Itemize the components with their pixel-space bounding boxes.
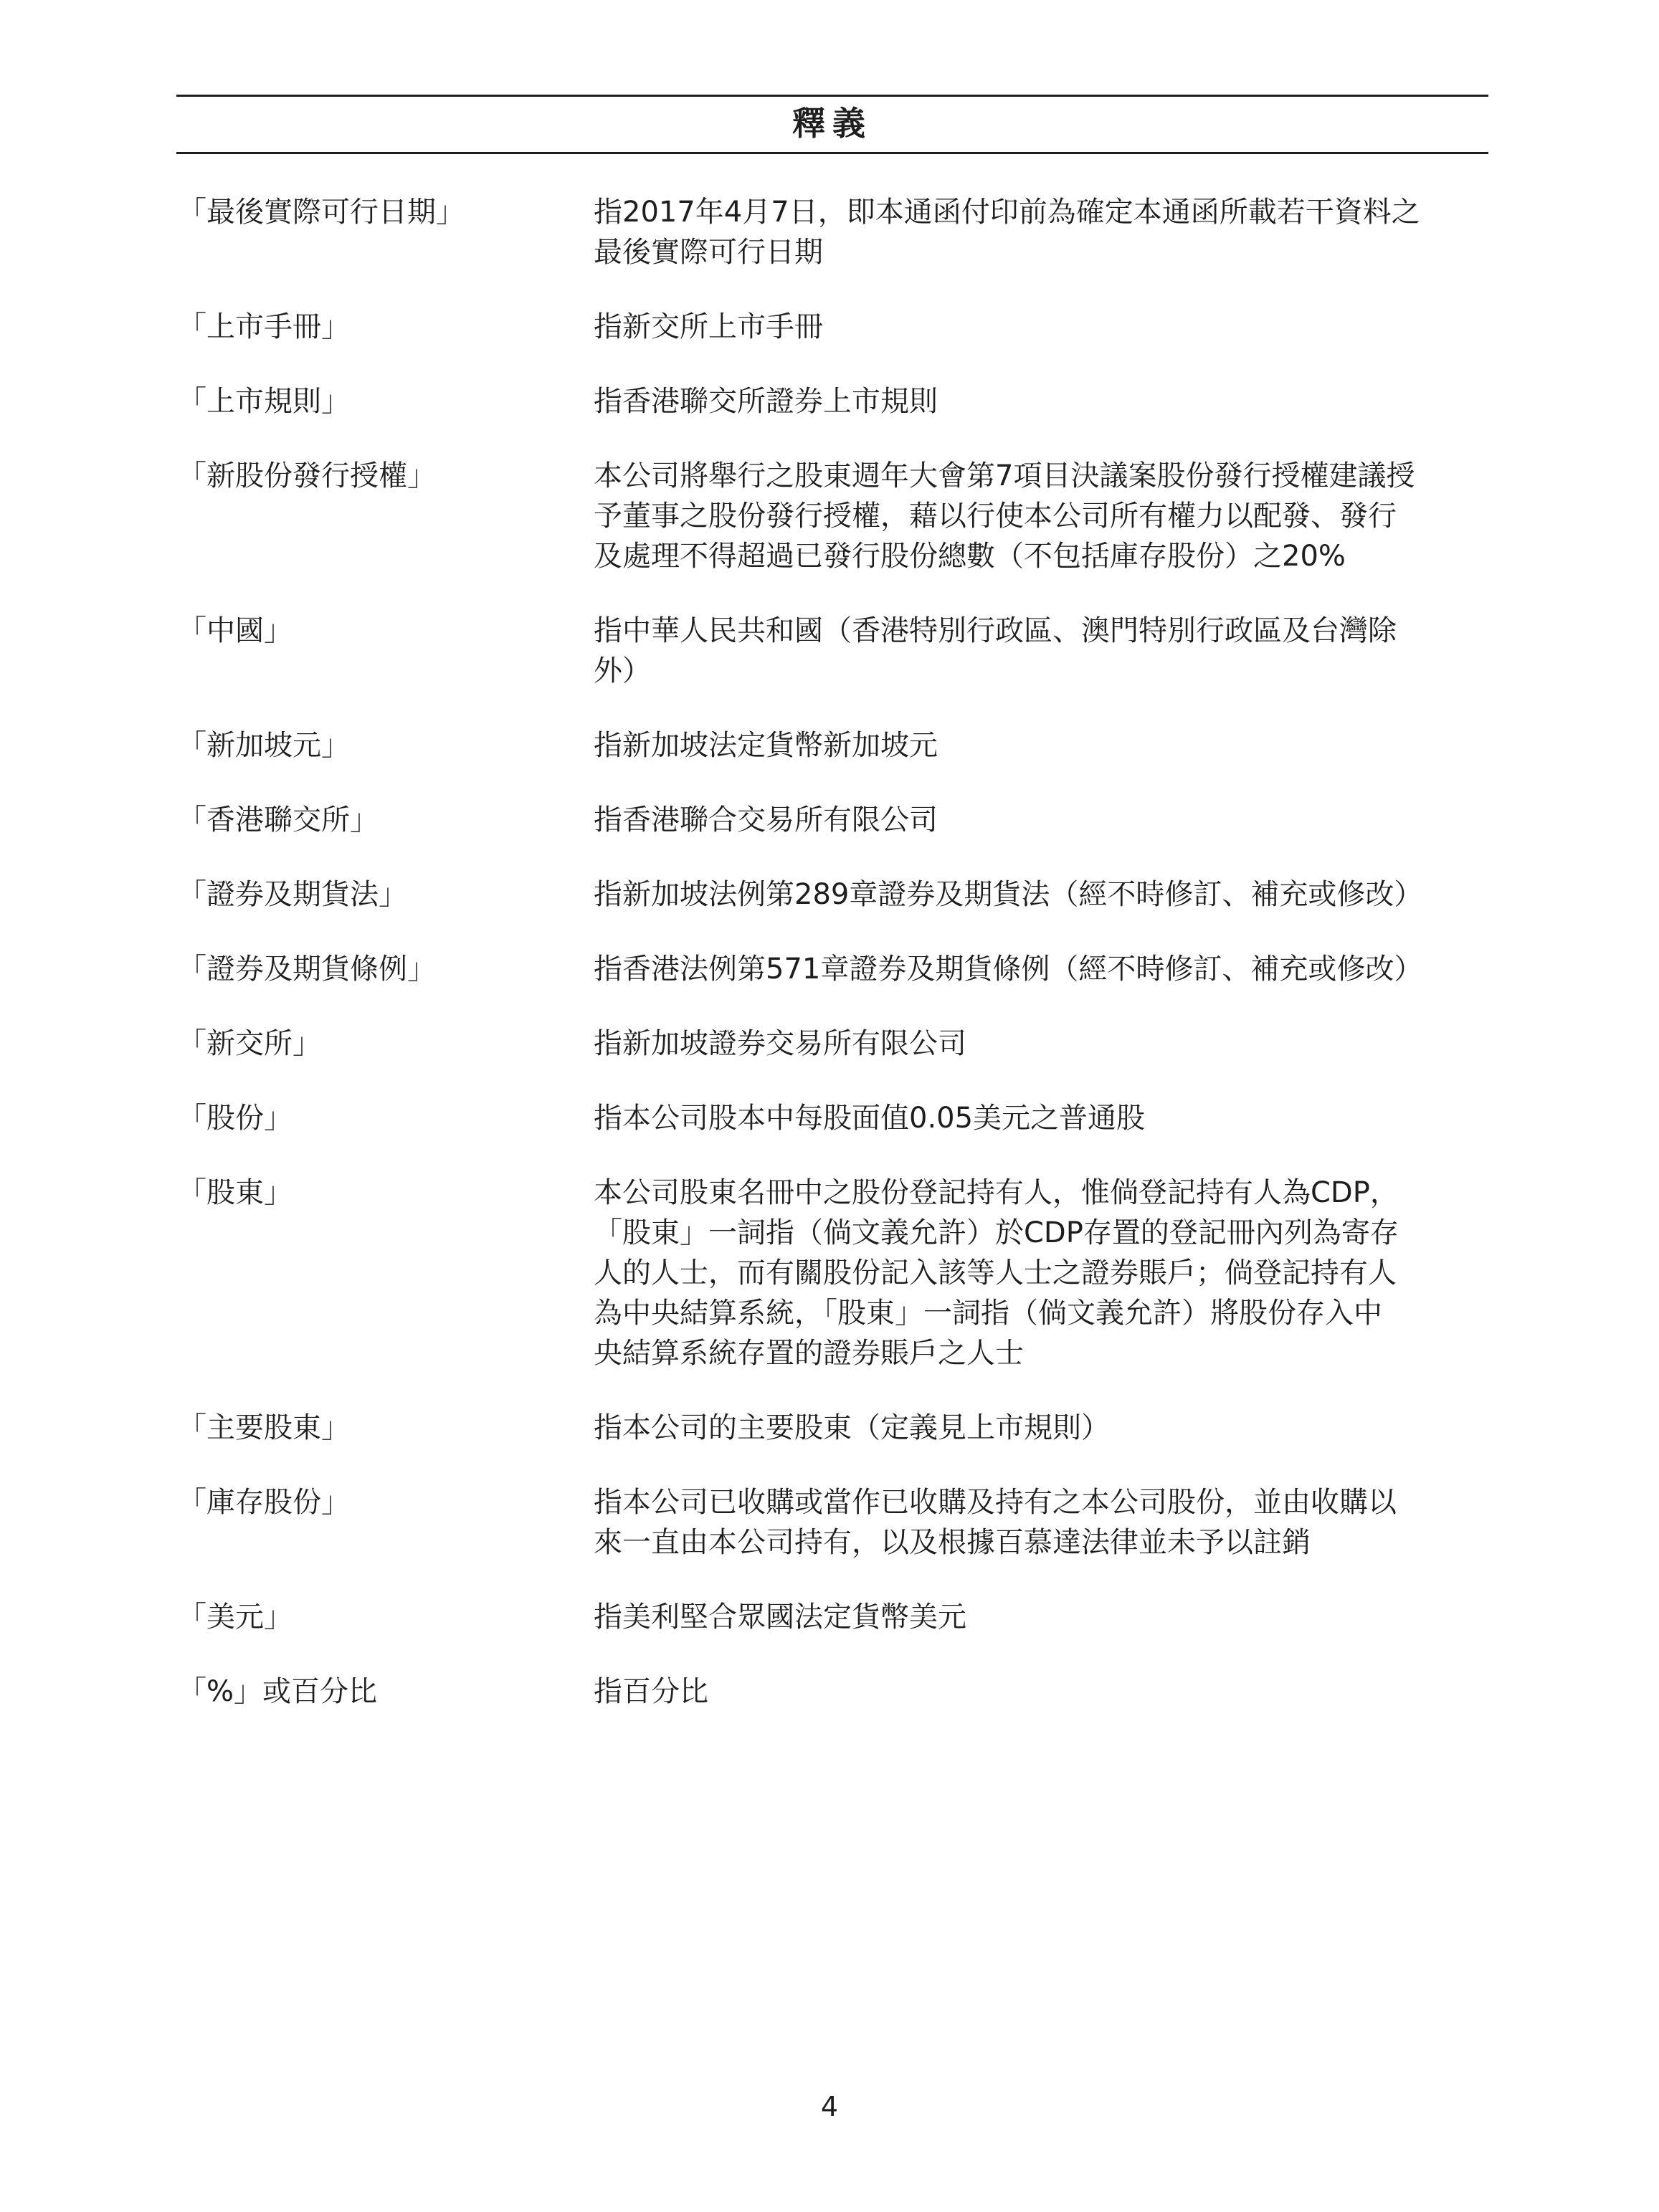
definition-meaning: 本公司將舉行之股東週年大會第7項目決議案股份發行授權建議授 予董事之股份發行授權，藉以行使本公司所有權力以配發、發行 及處理不得超過已發行股份總數（不包括庫存股份）之20% [594, 459, 1415, 573]
definition-entry [178, 1173, 1488, 1373]
definition-term: 「新加坡元」 [178, 729, 350, 762]
definition-entry [178, 1482, 1488, 1563]
definition-meaning: 指美利堅合眾國法定貨幣美元 [594, 1601, 966, 1634]
definition-meaning: 指香港法例第571章證券及期貨條例（經不時修訂、補充或修改） [594, 953, 1423, 986]
definition-term: 「上市手冊」 [178, 310, 350, 343]
page-number: 4 [820, 2091, 839, 2122]
definition-term: 「美元」 [178, 1601, 293, 1634]
definition-entry [178, 800, 1488, 840]
definition-term: 「庫存股份」 [178, 1486, 350, 1519]
definition-entry [178, 192, 1488, 272]
definition-term: 「股東」 [178, 1176, 293, 1209]
definition-meaning: 指本公司股本中每股面值0.05美元之普通股 [594, 1102, 1146, 1135]
definition-term: 「中國」 [178, 614, 293, 647]
definition-meaning: 指香港聯交所證券上市規則 [594, 385, 938, 418]
definition-term: 「新股份發行授權」 [178, 459, 436, 492]
definition-entry [178, 1024, 1488, 1064]
definition-term: 「香港聯交所」 [178, 804, 379, 836]
definition-entry [178, 874, 1488, 915]
page-title: 釋義 [792, 104, 873, 143]
definition-entry [178, 307, 1488, 347]
definition-meaning: 指新加坡法定貨幣新加坡元 [594, 729, 938, 762]
definition-term: 「新交所」 [178, 1027, 321, 1060]
header-rule-top [176, 95, 1488, 97]
definition-entry [178, 1098, 1488, 1138]
definition-term: 「%」或百分比 [178, 1675, 378, 1708]
definition-meaning: 本公司股東名冊中之股份登記持有人，惟倘登記持有人為CDP， 「股東」一詞指（倘文義允許）於CDP存置的登記冊內列為寄存 人的人士，而有關股份記入該等人士之證券賬戶；倘登記持有人 為中央結算系統，「股東」一詞指（倘文義允許）將股份存入中 央結算系統存置的證券賬戶之人士 [594, 1176, 1399, 1370]
definition-entry [178, 1597, 1488, 1637]
definition-entry [178, 456, 1488, 576]
definition-meaning: 指新加坡證券交易所有限公司 [594, 1027, 966, 1060]
definition-meaning: 指本公司已收購或當作已收購及持有之本公司股份，並由收購以 來一直由本公司持有，以及根據百慕達法律並未予以註銷 [594, 1486, 1397, 1559]
definition-term: 「證券及期貨條例」 [178, 953, 436, 986]
definition-meaning: 指中華人民共和國（香港特別行政區、澳門特別行政區及台灣除 外） [594, 614, 1397, 687]
definition-term: 「證券及期貨法」 [178, 878, 407, 911]
definition-meaning: 指百分比 [594, 1675, 708, 1708]
definition-term: 「主要股東」 [178, 1411, 350, 1444]
definition-term: 「上市規則」 [178, 385, 350, 418]
definition-entry [178, 1672, 1488, 1712]
definition-entry [178, 1408, 1488, 1448]
definition-meaning: 指本公司的主要股東（定義見上市規則） [594, 1411, 1110, 1444]
definition-entry [178, 725, 1488, 766]
header-rule-bottom [176, 152, 1488, 154]
definition-entry [178, 381, 1488, 421]
definition-term: 「最後實際可行日期」 [178, 196, 465, 229]
definition-entry [178, 611, 1488, 691]
definition-meaning: 指新交所上市手冊 [594, 310, 823, 343]
definition-entry [178, 949, 1488, 989]
definition-meaning: 指2017年4月7日，即本通函付印前為確定本通函所載若干資料之 最後實際可行日期 [594, 196, 1420, 269]
definitions-list [178, 192, 1488, 1746]
definition-term: 「股份」 [178, 1102, 293, 1135]
definition-meaning: 指香港聯合交易所有限公司 [594, 804, 938, 836]
definition-meaning: 指新加坡法例第289章證券及期貨法（經不時修訂、補充或修改） [594, 878, 1423, 911]
